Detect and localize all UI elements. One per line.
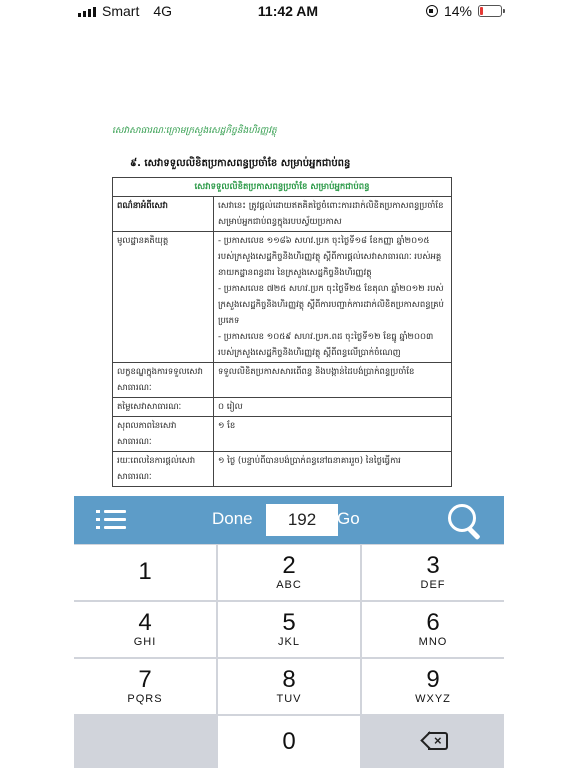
key-9[interactable] bbox=[362, 659, 504, 714]
legal-basis-item: - ប្រកាសលេខ ៧២៥ សហវ.ប្រក ចុះថ្ងៃទី២៥ ខែតុលា ឆ្នាំ២០១២ របស់ក្រសួងសេដ្ឋកិច្ចនិងហិរញ្ញវត្ថុ ស្ដីពីការបញ្ជាក់ការដាក់លិខិតប្រកាសពន្ធគ្រប់ប្រភេទ bbox=[218, 284, 444, 326]
search-icon[interactable] bbox=[446, 502, 486, 540]
key-number: 5 bbox=[282, 609, 296, 636]
table-row bbox=[113, 232, 452, 363]
battery-icon bbox=[478, 5, 502, 17]
key-letters: PQRS bbox=[127, 693, 163, 705]
clock: 11:42 AM bbox=[257, 3, 319, 19]
key-number: 4 bbox=[138, 609, 152, 636]
carrier-name: Smart bbox=[102, 3, 140, 19]
key-number: 8 bbox=[282, 666, 296, 693]
key-letters: WXYZ bbox=[415, 693, 451, 705]
key-0[interactable] bbox=[218, 716, 360, 768]
section-heading: ៩. សេវាទទួលលិខិតប្រកាសពន្ធប្រចាំខែ សម្រាប់អ្នកជាប់ពន្ធ bbox=[130, 158, 351, 169]
row-value: ទទួលលិខិតប្រកាសសារពើពន្ធ និងបង្កាន់ដៃបង់ប្រាក់ពន្ធប្រចាំខែ bbox=[214, 363, 452, 398]
key-blank bbox=[74, 716, 216, 768]
key-letters: ABC bbox=[276, 579, 302, 591]
page-number-input[interactable] bbox=[266, 504, 338, 536]
key-7[interactable] bbox=[74, 659, 216, 714]
key-5[interactable] bbox=[218, 602, 360, 657]
numeric-keypad bbox=[74, 544, 504, 768]
key-3[interactable] bbox=[362, 545, 504, 600]
key-8[interactable] bbox=[218, 659, 360, 714]
key-number: 6 bbox=[426, 609, 440, 636]
row-label: ពណ៌នាអំពីសេវា bbox=[113, 197, 214, 232]
network-type: 4G bbox=[153, 3, 173, 19]
goto-page-bar bbox=[74, 496, 504, 544]
row-value: សេវានេះ ត្រូវផ្ដល់ដោយឥតគិតថ្លៃចំពោះការដាក់លិខិតប្រកាសពន្ធប្រចាំខែ សម្រាប់អ្នកជាប់ពន្ធក្នុងរបបស្វ័យប្រកាស bbox=[214, 197, 452, 232]
row-value: ០ រៀល bbox=[214, 398, 452, 417]
backspace-icon: × bbox=[422, 732, 450, 752]
key-2[interactable] bbox=[218, 545, 360, 600]
row-label: សុពលភាពនៃសេវាសាធារណៈ bbox=[113, 417, 214, 452]
battery-info bbox=[426, 3, 502, 19]
key-letters: TUV bbox=[276, 693, 302, 705]
legal-basis-list bbox=[214, 232, 452, 363]
row-label: រយៈពេលនៃការផ្ដល់សេវាសាធារណៈ bbox=[113, 452, 214, 487]
table-row bbox=[113, 197, 452, 232]
row-value: ១ ថ្ងៃ (បន្ទាប់ពីបានបង់ប្រាក់ពន្ធនៅធនាគាររួច) នៃថ្ងៃធ្វើការ bbox=[214, 452, 452, 487]
row-label: តម្លៃសេវាសាធារណៈ bbox=[113, 398, 214, 417]
table-row bbox=[113, 363, 452, 398]
key-letters: JKL bbox=[278, 636, 300, 648]
key-letters: GHI bbox=[133, 636, 157, 648]
key-number: 1 bbox=[138, 558, 152, 585]
key-letters: DEF bbox=[420, 579, 446, 591]
list-icon[interactable] bbox=[96, 508, 126, 532]
battery-percent: 14% bbox=[443, 3, 472, 19]
legal-basis-item: - ប្រកាសលេខ ១០៥៩ សហវ.ប្រក.ពដ ចុះថ្ងៃទី១២ ខែធ្នូ ឆ្នាំ២០០៣ របស់ក្រសួងសេដ្ឋកិច្ចនិងហិរញ្ញវត្ថុ ស្ដីពីពន្ធលើប្រាក់ចំណេញ bbox=[218, 332, 434, 358]
table-row bbox=[113, 398, 452, 417]
legal-basis-item: - ប្រកាសលេខ ១១៨៦ សហវ.ប្រក ចុះថ្ងៃទី១៨ ខែកញ្ញា ឆ្នាំ២០១៥ របស់ក្រសួងសេដ្ឋកិច្ចនិងហិរញ្ញវត្ថុ ស្ដីពីការផ្ដល់សេវាសាធារណៈ របស់អគ្គនាយកដ្ឋានពន្ធដារ នៃក្រសួងសេដ្ឋកិច្ចនិងហិរញ្ញវត្ថុ bbox=[218, 236, 442, 278]
doc-header: សេវាសាធារណៈក្រោមក្រសួងសេដ្ឋកិច្ចនិងហិរញ្ញវត្ថុ bbox=[112, 126, 277, 136]
table-row bbox=[113, 417, 452, 452]
key-number: 0 bbox=[282, 728, 296, 755]
key-number: 9 bbox=[426, 666, 440, 693]
table-title: សេវាទទួលលិខិតប្រកាសពន្ធប្រចាំខែ សម្រាប់អ្នកជាប់ពន្ធ bbox=[113, 178, 452, 197]
table-title-row bbox=[113, 178, 452, 197]
service-table bbox=[112, 177, 452, 487]
row-label: លក្ខខណ្ឌក្នុងការទទួលសេវាសាធារណៈ bbox=[113, 363, 214, 398]
key-number: 3 bbox=[426, 552, 440, 579]
row-label: មូលដ្ឋានគតិយុត្ត bbox=[113, 232, 214, 363]
battery-fill bbox=[480, 7, 483, 15]
key-number: 2 bbox=[282, 552, 296, 579]
key-6[interactable] bbox=[362, 602, 504, 657]
table-row bbox=[113, 452, 452, 487]
key-4[interactable] bbox=[74, 602, 216, 657]
go-button[interactable]: Go bbox=[337, 509, 360, 528]
row-value: ១ ខែ bbox=[214, 417, 452, 452]
key-1[interactable] bbox=[74, 545, 216, 600]
key-number: 7 bbox=[138, 666, 152, 693]
orientation-lock-icon bbox=[426, 5, 438, 17]
status-bar bbox=[0, 0, 576, 24]
done-button[interactable]: Done bbox=[212, 509, 253, 528]
backspace-key[interactable] bbox=[362, 716, 504, 768]
key-letters: MNO bbox=[418, 636, 448, 648]
